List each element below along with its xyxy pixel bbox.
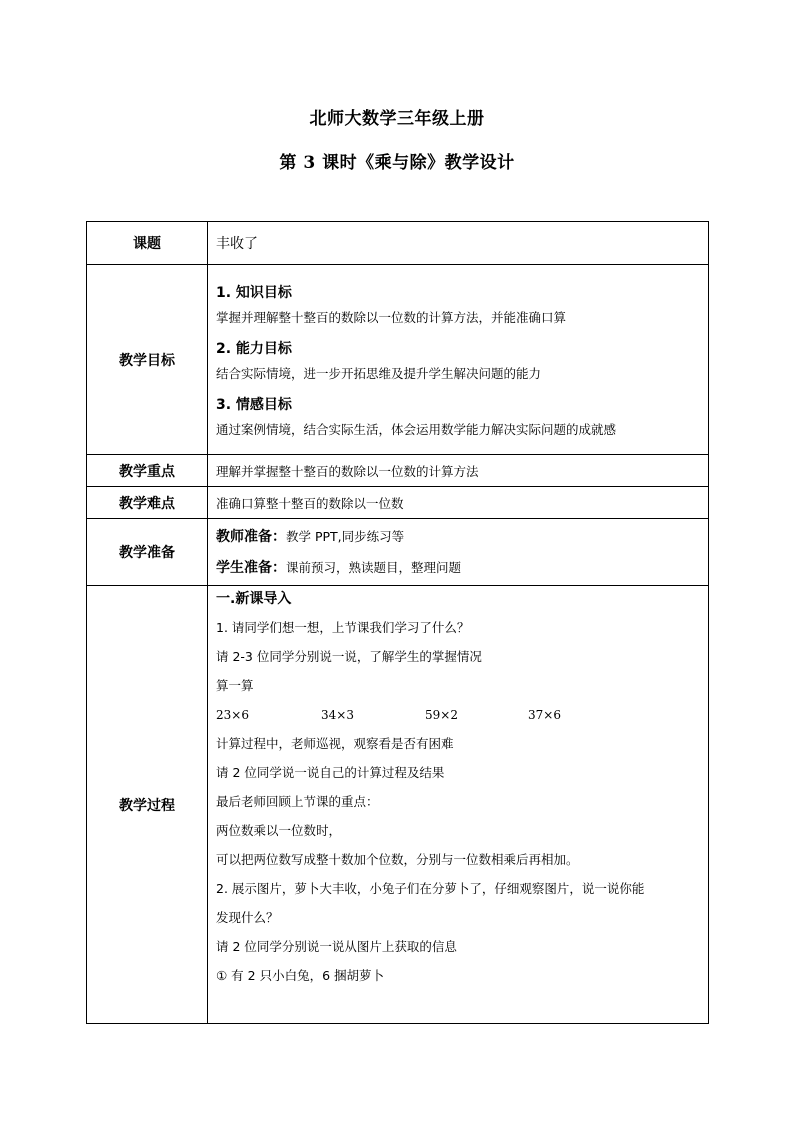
table-row-preparation: [87, 519, 709, 586]
goal-heading: 1. 知识目标: [216, 284, 292, 301]
key-point-value: 理解并掌握整十整百的数除以一位数的计算方法: [216, 464, 479, 479]
lesson-plan-table: [86, 221, 709, 1024]
goal-text: 通过案例情境，结合实际生活，体会运用数学能力解决实际问题的成就感: [216, 421, 617, 437]
process-line: 可以把两位数写成整十数加个位数，分别与一位数相乘后再相加。: [216, 852, 579, 867]
goal-text: 掌握并理解整十整百的数除以一位数的计算方法，并能准确口算: [216, 309, 567, 325]
process-line: 1. 请同学们想一想，上节课我们学习了什么？: [216, 620, 470, 635]
calc-item: 34×3: [321, 708, 354, 722]
process-line: 2. 展示图片，萝卜大丰收，小兔子们在分萝卜了，仔细观察图片，说一说你能: [216, 881, 645, 896]
table-row-key-point: [87, 455, 709, 487]
calc-item: 23×6: [216, 708, 249, 722]
calc-item: 59×2: [425, 708, 458, 722]
teacher-prep-value: 教学 PPT,同步练习等: [286, 529, 405, 544]
table-row-topic: [87, 222, 709, 265]
document-title: 北师大数学三年级上册: [309, 109, 485, 129]
section-title: 一.新课导入: [216, 591, 292, 607]
table-row-process: [87, 586, 709, 1024]
row-label-process: 教学过程: [87, 586, 208, 1024]
process-line: 算一算: [216, 678, 254, 693]
goal-heading: 2. 能力目标: [216, 340, 292, 357]
row-label-preparation: 教学准备: [87, 519, 208, 586]
teacher-prep-label: 教师准备：: [216, 529, 286, 545]
row-label-difficulty: 教学难点: [87, 487, 208, 519]
goal-heading: 3. 情感目标: [216, 396, 292, 413]
topic-value: 丰收了: [216, 236, 258, 252]
table-row-difficulty: [87, 487, 709, 519]
process-line: 请 2 位同学分别说一说从图片上获取的信息: [216, 939, 457, 954]
student-prep-value: 课前预习，熟读题目，整理问题: [286, 560, 462, 575]
calc-item: 37×6: [528, 708, 561, 722]
process-line: 请 2-3 位同学分别说一说，了解学生的掌握情况: [216, 649, 482, 664]
process-line: 请 2 位同学说一说自己的计算过程及结果: [216, 765, 445, 780]
student-prep-label: 学生准备：: [216, 560, 286, 576]
process-line: ① 有 2 只小白兔，6 捆胡萝卜: [216, 968, 385, 983]
table-row-goals: [87, 265, 709, 455]
process-line: 最后老师回顾上节课的重点：: [216, 794, 379, 809]
process-line: 两位数乘以一位数时，: [216, 823, 342, 838]
row-label-key-point: 教学重点: [87, 455, 208, 487]
process-line: 发现什么？: [216, 910, 279, 925]
document-subtitle: 第 3 课时《乘与除》教学设计: [279, 153, 515, 173]
row-label-topic: 课题: [87, 222, 208, 265]
row-label-goals: 教学目标: [87, 265, 208, 455]
difficulty-value: 准确口算整十整百的数除以一位数: [216, 496, 404, 511]
calculation-row: [216, 707, 702, 723]
goal-text: 结合实际情境，进一步开拓思维及提升学生解决问题的能力: [216, 365, 542, 381]
process-line: 计算过程中，老师巡视，观察看是否有困难: [216, 736, 454, 751]
